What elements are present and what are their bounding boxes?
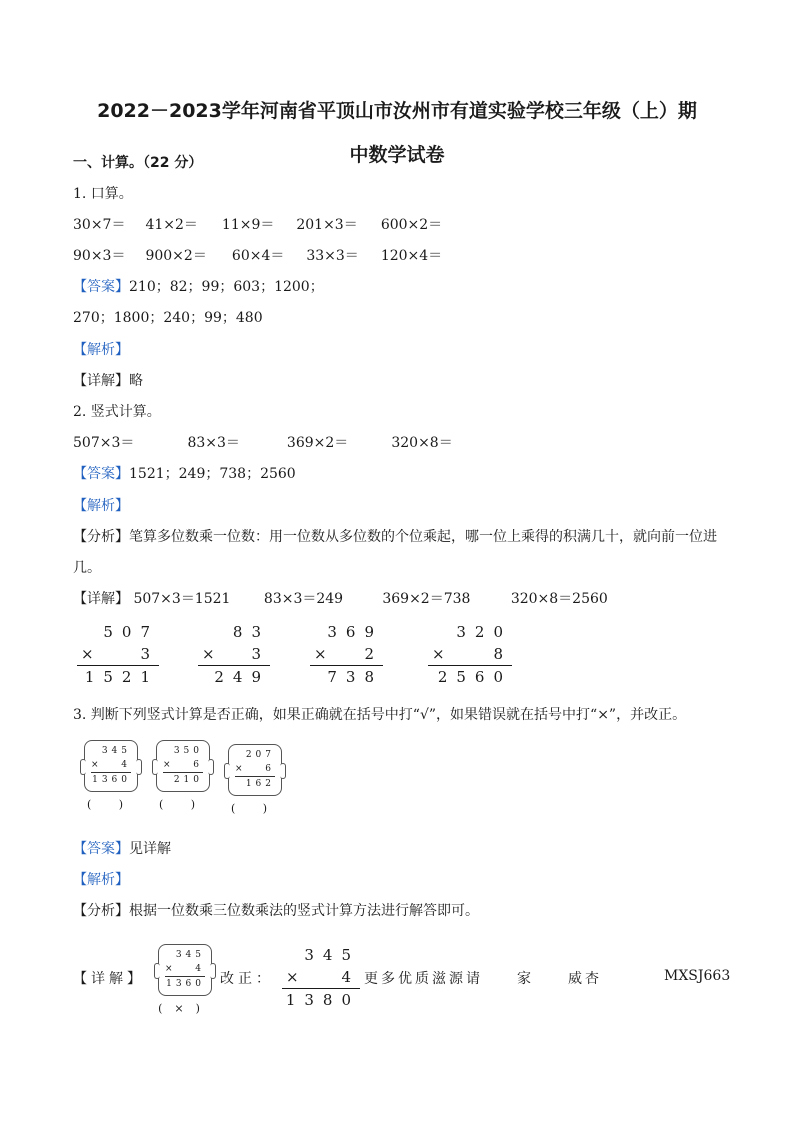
footer-code: MXSJ663 xyxy=(664,968,731,984)
calc-mul: 4 xyxy=(341,968,360,986)
q1-row1 xyxy=(73,214,442,234)
answer-tag: 【答案】 xyxy=(73,279,129,295)
expr: 11×9＝ xyxy=(221,217,275,233)
times-sign: × xyxy=(163,760,175,770)
calc-mul: 8 xyxy=(493,645,512,663)
calc-top: 345 xyxy=(304,946,360,964)
judge-card-1 xyxy=(84,740,138,811)
q2-fenxi-2: 几。 xyxy=(73,560,101,576)
calc-mul: 3 xyxy=(251,645,270,663)
expr: 90×3＝ xyxy=(73,248,126,264)
fenxi-tag: 【分析】 xyxy=(73,903,129,919)
q1-row2 xyxy=(73,245,442,265)
vertical-calc-3 xyxy=(310,621,383,688)
answer-tag: 【答案】 xyxy=(73,841,129,857)
q1-answer-2: 270；1800；240；99；480 xyxy=(73,310,263,326)
footer-note: 更多优质滋源请 家 威杏 xyxy=(364,971,602,987)
times-sign: × xyxy=(202,645,224,663)
card-mul: 4 xyxy=(121,760,131,770)
answer-paren: (×) xyxy=(158,1002,212,1015)
card-top: 345 xyxy=(101,746,131,756)
times-sign: × xyxy=(165,964,177,974)
fenxi-text: 根据一位数乘三位数乘法的竖式计算方法进行解答即可。 xyxy=(129,903,479,919)
corrected-calc xyxy=(282,944,360,1011)
card-result: 210 xyxy=(163,772,203,787)
answer-paren[interactable]: ( ) xyxy=(86,798,136,811)
detail-expr: 369×2＝738 xyxy=(382,591,471,607)
detail-expr: 83×3＝249 xyxy=(263,591,344,607)
q3-detail-tag: 【详解】 xyxy=(73,971,145,987)
expr: 900×2＝ xyxy=(145,248,207,264)
calc-result: 1521 xyxy=(77,665,159,688)
answer-text: 210；82；99；603；1200； xyxy=(129,279,324,295)
card-mul: 4 xyxy=(195,964,205,974)
calc-mul: 3 xyxy=(140,645,159,663)
expr: 320×8＝ xyxy=(391,435,453,451)
expr: 60×4＝ xyxy=(231,248,285,264)
title-line-1: 2022－2023学年河南省平顶山市汝州市有道实验学校三年级（上）期 xyxy=(97,100,697,122)
calc-top: 320 xyxy=(456,623,512,641)
q2-label: 2. 竖式计算。 xyxy=(73,404,161,420)
q2-analysis-tag: 【解析】 xyxy=(73,498,129,514)
answer-paren[interactable]: ( ) xyxy=(158,798,208,811)
times-sign: × xyxy=(81,645,103,663)
fenxi-text: 笔算多位数乘一位数：用一位数从多位数的个位乘起，哪一位上乘得的积满几十，就向前一位进 xyxy=(129,529,717,545)
vertical-calc-4 xyxy=(428,621,512,688)
times-sign: × xyxy=(314,645,336,663)
correct-label: 改正： xyxy=(220,971,274,987)
q2-row xyxy=(73,432,453,452)
card-mul: 6 xyxy=(265,764,275,774)
q2-fenxi xyxy=(73,526,717,546)
q1-label: 1. 口算。 xyxy=(73,186,133,202)
expr: 201×3＝ xyxy=(296,217,358,233)
detail-tag: 【详解】 xyxy=(73,591,129,607)
times-sign: × xyxy=(91,760,103,770)
q1-analysis-tag: 【解析】 xyxy=(73,342,129,358)
q3-answer xyxy=(73,838,171,858)
calc-result: 2560 xyxy=(428,665,512,688)
expr: 33×3＝ xyxy=(306,248,359,264)
detail-text: 略 xyxy=(129,373,143,389)
q1-detail xyxy=(73,370,143,390)
card-result: 1360 xyxy=(91,772,131,787)
q2-answer xyxy=(73,463,296,483)
times-sign: × xyxy=(432,645,454,663)
answer-paren[interactable]: ( ) xyxy=(230,802,280,815)
times-sign: × xyxy=(286,968,308,986)
detail-expr: 320×8＝2560 xyxy=(510,591,608,607)
answer-text: 1521；249；738；2560 xyxy=(129,466,296,482)
detail-expr: 507×3＝1521 xyxy=(133,591,231,607)
fenxi-tag: 【分析】 xyxy=(73,529,129,545)
calc-result: 738 xyxy=(310,665,383,688)
q3-fenxi xyxy=(73,900,479,920)
card-top: 207 xyxy=(245,750,275,760)
card-result: 1360 xyxy=(165,976,205,991)
answer-tag: 【答案】 xyxy=(73,466,129,482)
q3-analysis-tag: 【解析】 xyxy=(73,872,129,888)
vertical-calc-1 xyxy=(77,621,159,688)
calc-top: 507 xyxy=(103,623,159,641)
q3-label: 3. 判断下列竖式计算是否正确，如果正确就在括号中打“√”，如果错误就在括号中打“×”，并改正。 xyxy=(73,707,687,723)
judge-card-3 xyxy=(228,744,282,815)
detail-card xyxy=(158,944,212,1015)
calc-mul: 2 xyxy=(364,645,383,663)
judge-card-2 xyxy=(156,740,210,811)
card-top: 350 xyxy=(173,746,203,756)
expr: 507×3＝ xyxy=(73,435,135,451)
expr: 369×2＝ xyxy=(286,435,349,451)
q2-detail xyxy=(73,588,608,608)
card-mul: 6 xyxy=(193,760,203,770)
section-heading: 一、计算。（22 分） xyxy=(73,155,203,171)
vertical-calc-2 xyxy=(198,621,270,688)
card-top: 345 xyxy=(175,950,205,960)
card-result: 162 xyxy=(235,776,275,791)
expr: 30×7＝ xyxy=(73,217,126,233)
title-line-2: 中数学试卷 xyxy=(349,144,445,166)
detail-tag: 【详解】 xyxy=(73,373,129,389)
calc-result: 249 xyxy=(198,665,270,688)
q1-answer xyxy=(73,276,324,296)
expr: 83×3＝ xyxy=(187,435,240,451)
calc-top: 369 xyxy=(327,623,383,641)
expr: 41×2＝ xyxy=(145,217,198,233)
times-sign: × xyxy=(235,764,247,774)
calc-result: 1380 xyxy=(282,988,360,1011)
calc-top: 83 xyxy=(232,623,270,641)
answer-text: 见详解 xyxy=(129,841,171,857)
expr: 120×4＝ xyxy=(380,248,443,264)
expr: 600×2＝ xyxy=(380,217,443,233)
